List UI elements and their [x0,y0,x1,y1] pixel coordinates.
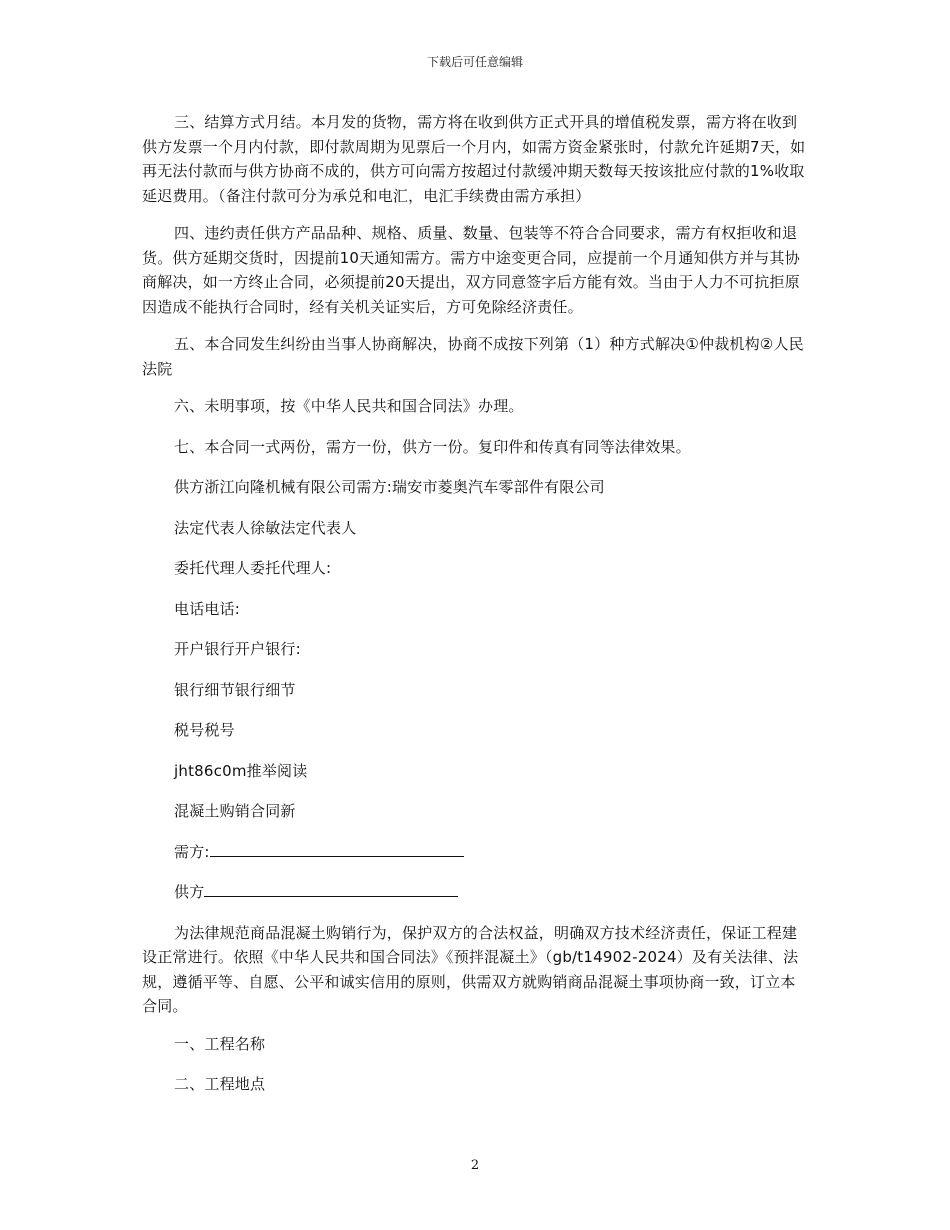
demand-label: 需方: [174,842,210,861]
clause-copies: 七、本合同一式两份，需方一份，供方一份。复印件和传真有同等法律效果。 [174,437,691,456]
clause-unspecified: 六、未明事项，按《中华人民共和国合同法》办理。 [174,397,524,415]
supply-blank [204,881,458,897]
clause-dispute: 五、本合同发生纠纷由当事人协商解决，协商不成按下列第（1）种方式解决①仲裁机构②人民法院 [142,335,804,378]
clause-settlement: 三、结算方式月结。本月发的货物，需方将在收到供方正式开具的增值税发票，需方将在收到供方发票一个月内付款，即付款周期为见票后一个月内，如需方资金紧张时，付款允许延期7天，如再无法付款而与供方协商不成的，供方可向需方按超过付款缓冲期天数每天按该批应付款的1%收取延迟费用。（备注付款可分为承兑和电汇，电汇手续费由需方承担） [142,113,806,205]
supply-line [142,880,810,905]
phone-line: 电话电话: [174,599,241,618]
item-project-location: 二、工程地点 [174,1075,266,1093]
document-body [142,110,810,1113]
item-project-name: 一、工程名称 [174,1034,266,1053]
supply-label: 供方 [174,883,205,901]
new-contract-title: 混凝土购销合同新 [174,802,296,820]
bank-line: 开户银行开户银行: [174,640,301,658]
legal-rep-line: 法定代表人徐敏法定代表人 [174,518,357,537]
bank-detail-line: 银行细节银行细节 [174,680,296,699]
clause-liability: 四、违约责任供方产品品种、规格、质量、数量、包装等不符合合同要求，需方有权拒收和退货。供方延期交货时，因提前10天通知需方。需方中途变更合同，应提前一个月通知供方并与其协商解决，如一方终止合同，必须提前20天提出，双方同意签字后方能有效。当由于人力不可抗拒原因造成不能执行合同时，经有关机关证实后，方可免除经济责任。 [142,224,800,316]
parties-line: 供方浙江向隆机械有限公司需方:瑞安市菱奥汽车零部件有限公司 [174,478,605,496]
recommend-line: jht86c0m推举阅读 [174,761,308,780]
demand-blank [210,841,464,857]
intro-paragraph: 为法律规范商品混凝土购销行为，保护双方的合法权益，明确双方技术经济责任，保证工程建设正常进行。依照《中华人民共和国合同法》《预拌混凝土》（gb/t14902-2024）及有关法律、法规，遵循平等、自愿、公平和诚实信用的原则，供需双方就购销商品混凝土事项协商一致，订立本合同。 [142,923,799,1015]
page-number: 2 [470,1158,480,1173]
tax-line: 税号税号 [174,721,235,739]
agent-line: 委托代理人委托代理人: [174,559,332,577]
page-header: 下载后可任意编辑 [426,55,523,69]
demand-line [142,840,810,865]
